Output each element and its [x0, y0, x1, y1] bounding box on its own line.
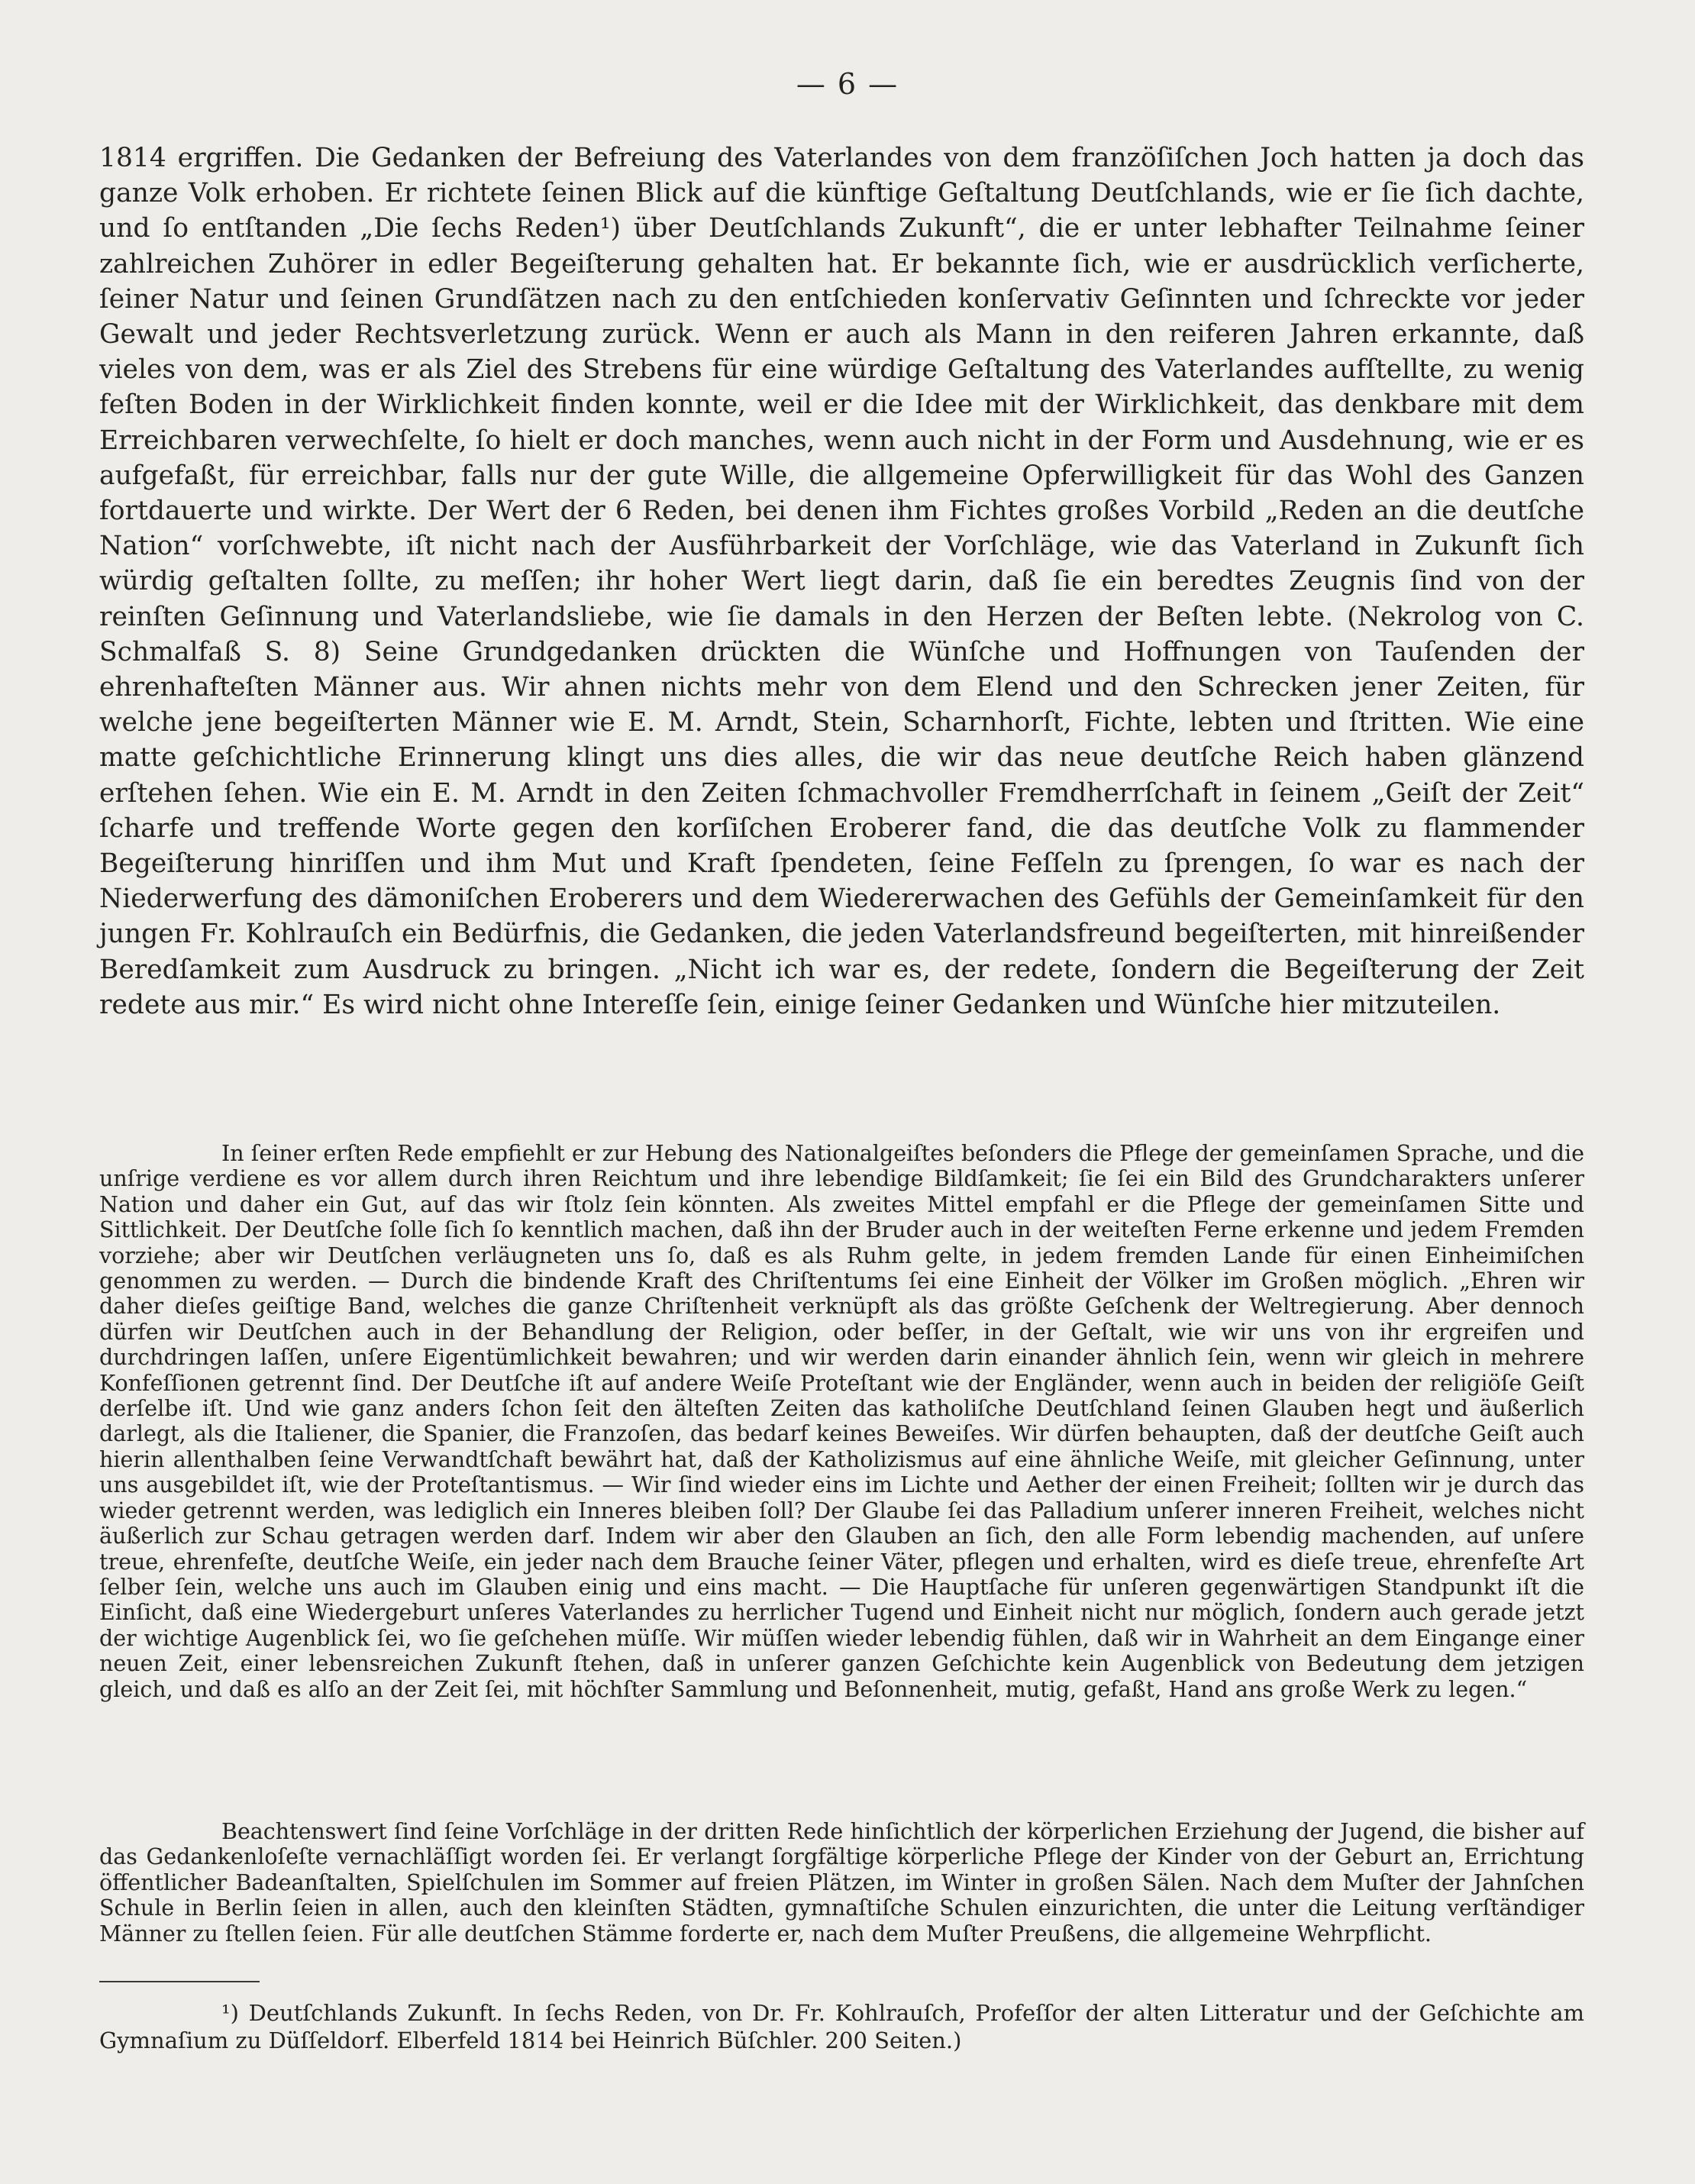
third-speech-paragraph: Beachtenswert ſind ſeine Vorſchläge in der dritten Rede hinſichtlich der körperlichen Erziehung der Jugend, die bisher auf das Gedankenloſeſte vernachläſſigt worden ſei. Er verlangt ſorgfältige körperliche Pflege der Kinder von der Geburt an, Errichtung öffentlicher Badeanſtalten, Spielſchulen im Sommer auf freien Plätzen, im Winter in großen Sälen. Nach dem Muſter der Jahnſchen Schule in Berlin ſeien in allen, auch den kleinſten Städten, gymnaſtiſche Schulen einzurichten, die unter die Leitung verſtändiger Männer zu ſtellen ſeien. Für alle deutſchen Stämme forderte er, nach dem Muſter Preußens, die allgemeine Wehrpflicht.	[99, 1819, 1584, 1947]
quoted-speech-paragraph: In ſeiner erſten Rede empfiehlt er zur Hebung des Nationalgeiſtes beſonders die Pflege der gemeinſamen Sprache, und die unſrige verdiene es vor allem durch ihren Reichtum und ihre lebendige Bildſamkeit; ſie ſei ein Bild des Grundcharakters unſerer Nation und daher ein Gut, auf das wir ſtolz ſein könnten. Als zweites Mittel empfahl er die Pflege der gemeinſamen Sitte und Sittlichkeit. Der Deutſche ſolle ſich ſo kenntlich machen, daß ihn der Bruder auch in der weiteſten Ferne erkenne und jedem Fremden vorziehe; aber wir Deutſchen verläugneten uns ſo, daß es als Ruhm gelte, in jedem fremden Lande für einen Einheimiſchen genommen zu werden. — Durch die bindende Kraft des Chriſtentums ſei eine Einheit der Völker im Großen möglich. „Ehren wir daher dieſes geiſtige Band, welches die ganze Chriſtenheit verknüpft als das größte Geſchenk der Weltregierung. Aber dennoch dürfen wir Deutſchen auch in der Behandlung der Religion, oder beſſer, in der Geſtalt, wie wir uns von ihr ergreifen und durchdringen laſſen, unſere Eigentümlichkeit bewahren; und wir werden darin einander ähnlich ſein, wenn wir gleich in mehrere Konfeſſionen getrennt ſind. Der Deutſche iſt auf andere Weiſe Proteſtant wie der Engländer, wenn auch in beiden der religiöſe Geiſt derſelbe iſt. Und wie ganz anders ſchon ſeit den älteſten Zeiten das katholiſche Deutſchland ſeinen Glauben hegt und äußerlich darlegt, als die Italiener, die Spanier, die Franzoſen, das bedarf keines Beweiſes. Wir dürfen behaupten, daß der deutſche Geiſt auch hierin allenthalben ſeine Verwandtſchaft bewährt hat, daß der Katholizismus auf eine ähnliche Weiſe, mit gleicher Geſinnung, unter uns ausgebildet iſt, wie der Proteſtantismus. — Wir ſind wieder eins im Lichte und Aether der einen Freiheit; ſollten wir je durch das wieder getrennt werden, was lediglich ein Inneres bleiben ſoll? Der Glaube ſei das Palladium unſerer inneren Freiheit, welches nicht äußerlich zur Schau getragen werden darf. Indem wir aber den Glauben an ſich, den alle Form lebendig machenden, auf unſere treue, ehrenfeſte, deutſche Weiſe, ein jeder nach dem Brauche ſeiner Väter, pflegen und erhalten, wird es dieſe treue, ehrenfeſte Art ſelber ſein, welche uns auch im Glauben einig und eins macht. — Die Hauptſache für unſeren gegenwärtigen Standpunkt iſt die Einſicht, daß eine Wiedergeburt unſeres Vaterlandes zu herrlicher Tugend und Einheit nicht nur möglich, ſondern auch gerade jetzt der wichtige Augenblick ſei, wo ſie geſchehen müſſe. Wir müſſen wieder lebendig fühlen, daß wir in Wahrheit an dem Eingange einer neuen Zeit, einer lebensreichen Zukunft ſtehen, daß in unſerer ganzen Geſchichte kein Augenblick von Bedeutung dem jetzigen gleich, und daß es alſo an der Zeit ſei, mit höchſter Sammlung und Beſonnenheit, mutig, gefaßt, Hand ans große Werk zu legen.“	[99, 1141, 1584, 1702]
footnote: ¹) Deutſchlands Zukunft. In ſechs Reden, von Dr. Fr. Kohlrauſch, Profeſſor der alten Litteratur und der Geſchichte am Gymnaſium zu Düſſeldorf. Elberfeld 1814 bei Heinrich Büſchler. 200 Seiten.)	[99, 2000, 1584, 2053]
main-paragraph: 1814 ergriffen. Die Gedanken der Befreiung des Vaterlandes von dem franzöſiſchen Joch hatten ja doch das ganze Volk erhoben. Er richtete ſeinen Blick auf die künftige Geſtaltung Deutſchlands, wie er ſie ſich dachte, und ſo entſtanden „Die ſechs Reden¹) über Deutſchlands Zukunft“, die er unter lebhafter Teilnahme ſeiner zahlreichen Zuhörer in edler Begeiſterung gehalten hat. Er bekannte ſich, wie er ausdrücklich verſicherte, ſeiner Natur und ſeinen Grundſätzen nach zu den entſchieden konſervativ Geſinnten und ſchreckte vor jeder Gewalt und jeder Rechtsverletzung zurück. Wenn er auch als Mann in den reiferen Jahren erkannte, daß vieles von dem, was er als Ziel des Strebens für eine würdige Geſtaltung des Vaterlandes aufſtellte, zu wenig feſten Boden in der Wirklichkeit finden konnte, weil er die Idee mit der Wirklichkeit, das denkbare mit dem Erreichbaren verwechſelte, ſo hielt er doch manches, wenn auch nicht in der Form und Ausdehnung, wie er es aufgefaßt, für erreichbar, falls nur der gute Wille, die allgemeine Opferwilligkeit für das Wohl des Ganzen fortdauerte und wirkte. Der Wert der 6 Reden, bei denen ihm Fichtes großes Vorbild „Reden an die deutſche Nation“ vorſchwebte, iſt nicht nach der Ausführbarkeit der Vorſchläge, wie das Vaterland in Zukunft ſich würdig geſtalten ſollte, zu meſſen; ihr hoher Wert liegt darin, daß ſie ein beredtes Zeugnis ſind von der reinſten Geſinnung und Vaterlandsliebe, wie ſie damals in den Herzen der Beſten lebte. (Nekrolog von C. Schmalfaß S. 8) Seine Grundgedanken drückten die Wünſche und Hoffnungen von Tauſenden der ehrenhafteſten Männer aus. Wir ahnen nichts mehr von dem Elend und den Schrecken jener Zeiten, für welche jene begeiſterten Männer wie E. M. Arndt, Stein, Scharnhorſt, Fichte, lebten und ſtritten. Wie eine matte geſchichtliche Erinnerung klingt uns dies alles, die wir das neue deutſche Reich haben glänzend erſtehen ſehen. Wie ein E. M. Arndt in den Zeiten ſchmachvoller Fremdherrſchaft in ſeinem „Geiſt der Zeit“ ſcharfe und treffende Worte gegen den korſiſchen Eroberer fand, die das deutſche Volk zu flammender Begeiſterung hinriſſen und ihm Mut und Kraft ſpendeten, ſeine Feſſeln zu ſprengen, ſo war es nach der Niederwerfung des dämoniſchen Eroberers und dem Wiedererwachen des Gefühls der Gemeinſamkeit für den jungen Fr. Kohlrauſch ein Bedürfnis, die Gedanken, die jeden Vaterlandsfreund begeiſterten, mit hinreißender Beredſamkeit zum Ausdruck zu bringen. „Nicht ich war es, der redete, ſondern die Begeiſterung der Zeit redete aus mir.“ Es wird nicht ohne Intereſſe ſein, einige ſeiner Gedanken und Wünſche hier mitzuteilen.	[99, 143, 1584, 1020]
footnote-divider	[99, 1981, 260, 1982]
page-number: — 6 —	[796, 67, 899, 101]
